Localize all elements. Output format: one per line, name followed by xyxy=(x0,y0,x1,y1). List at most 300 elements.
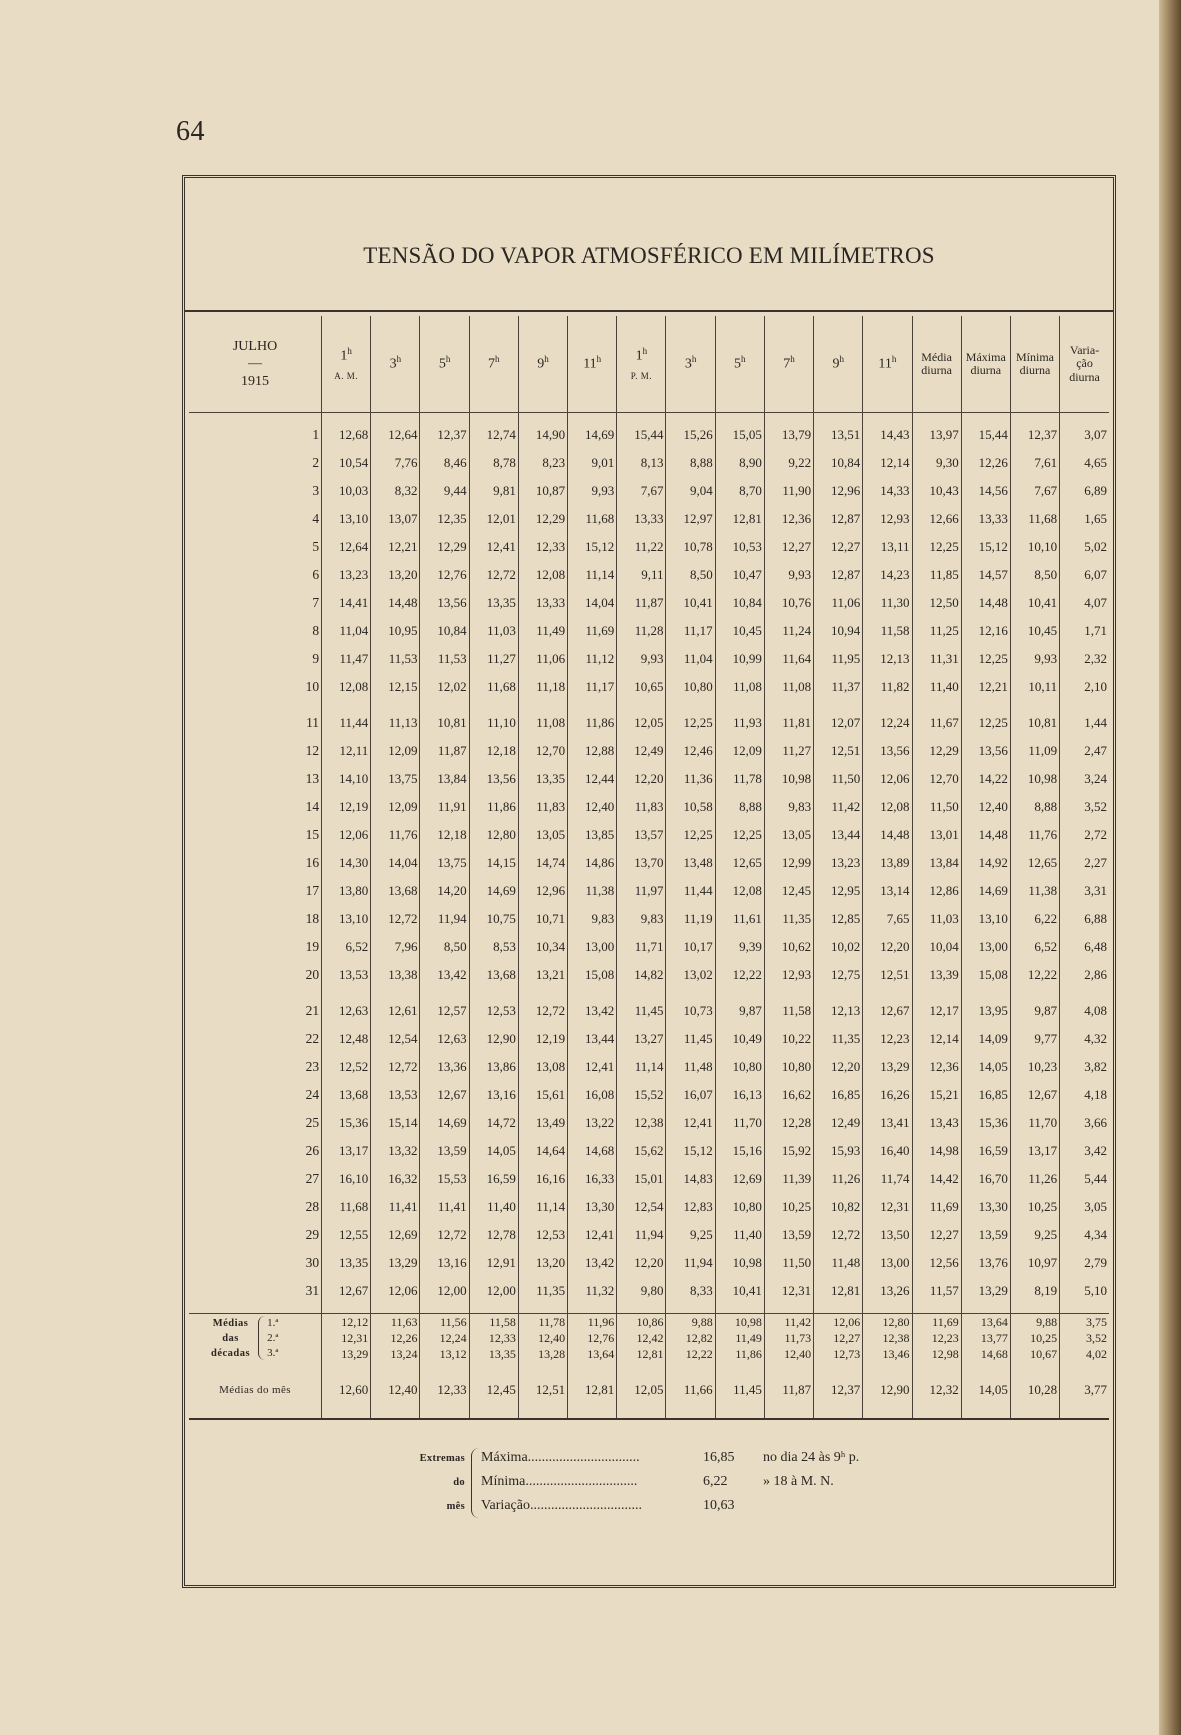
extreme-note: no dia 24 às 9ʰ p. xyxy=(763,1450,860,1465)
value-cell: 15,08 xyxy=(961,961,1010,989)
value-cell: 7,61 xyxy=(1010,449,1059,477)
value-cell: 13,01 xyxy=(912,821,961,849)
gap-cell xyxy=(764,1305,813,1314)
value-cell: 13,10 xyxy=(961,905,1010,933)
day-row xyxy=(189,1249,1109,1277)
value-cell: 12,75 xyxy=(814,961,863,989)
value-cell: 11,08 xyxy=(764,673,813,701)
value-cell: 12,37 xyxy=(420,421,469,449)
value-cell: 14,43 xyxy=(863,421,912,449)
value-cell: 10,99 xyxy=(715,645,764,673)
day-row xyxy=(189,1277,1109,1305)
value-cell: 12,02 xyxy=(420,673,469,701)
hour-number: 3 xyxy=(684,357,692,373)
extreme-value: 10,63 xyxy=(703,1498,735,1513)
hour-header xyxy=(814,316,863,413)
value-cell: 12,15 xyxy=(371,673,420,701)
hour-suffix: h xyxy=(642,345,648,356)
value-cell: 12,14 xyxy=(912,1025,961,1053)
value-cell: 11,61 xyxy=(715,905,764,933)
value-cell: 13,28 xyxy=(518,1346,567,1362)
day-row xyxy=(189,533,1109,561)
value-cell: 12,72 xyxy=(420,1221,469,1249)
day-number: 1 xyxy=(312,427,320,442)
gap-cell xyxy=(189,1305,322,1314)
extreme-value: 6,22 xyxy=(703,1474,728,1489)
value-cell: 13,23 xyxy=(814,849,863,877)
value-cell: 13,17 xyxy=(322,1137,371,1165)
value-cell: 12,22 xyxy=(1010,961,1059,989)
value-cell: 15,62 xyxy=(617,1137,666,1165)
value-cell: 12,81 xyxy=(617,1346,666,1362)
value-cell: 12,29 xyxy=(518,505,567,533)
value-cell: 12,33 xyxy=(420,1362,469,1419)
gap-cell xyxy=(1010,413,1059,421)
day-number: 14 xyxy=(305,799,320,814)
value-cell: 12,67 xyxy=(420,1081,469,1109)
day-number: 21 xyxy=(305,1003,320,1018)
value-cell: 10,34 xyxy=(518,933,567,961)
decade-row xyxy=(189,1346,1109,1362)
value-cell: 9,93 xyxy=(1010,645,1059,673)
value-cell: 11,08 xyxy=(518,709,567,737)
value-cell: 11,35 xyxy=(764,905,813,933)
value-cell: 14,69 xyxy=(961,877,1010,905)
gap-cell xyxy=(617,1305,666,1314)
value-cell: 12,76 xyxy=(568,1330,617,1346)
gap-cell xyxy=(863,413,912,421)
value-cell: 15,16 xyxy=(715,1137,764,1165)
value-cell: 12,07 xyxy=(814,709,863,737)
value-cell: 12,81 xyxy=(715,505,764,533)
value-cell: 13,20 xyxy=(371,561,420,589)
value-cell: 11,26 xyxy=(814,1165,863,1193)
value-cell: 10,76 xyxy=(764,589,813,617)
value-cell: 8,70 xyxy=(715,477,764,505)
day-number: 27 xyxy=(305,1171,320,1186)
gap-cell xyxy=(617,989,666,997)
gap-cell xyxy=(666,701,715,709)
value-cell: 10,98 xyxy=(1010,765,1059,793)
hour-header xyxy=(371,316,420,413)
value-cell: 11,50 xyxy=(814,765,863,793)
gap-cell xyxy=(568,413,617,421)
value-cell: 16,16 xyxy=(518,1165,567,1193)
value-cell: 13,12 xyxy=(420,1346,469,1362)
gap-cell xyxy=(912,989,961,997)
value-cell: 12,21 xyxy=(961,673,1010,701)
gap-cell xyxy=(666,413,715,421)
value-cell: 11,45 xyxy=(666,1025,715,1053)
gap-cell xyxy=(322,989,371,997)
value-cell: 11,12 xyxy=(568,645,617,673)
day-row xyxy=(189,673,1109,701)
value-cell: 12,25 xyxy=(666,821,715,849)
value-cell: 8,13 xyxy=(617,449,666,477)
day-row xyxy=(189,877,1109,905)
value-cell: 6,07 xyxy=(1060,561,1109,589)
gap-cell xyxy=(666,1305,715,1314)
value-cell: 11,45 xyxy=(617,997,666,1025)
value-cell: 13,80 xyxy=(322,877,371,905)
value-cell: 11,44 xyxy=(322,709,371,737)
value-cell: 4,32 xyxy=(1060,1025,1109,1053)
value-cell: 12,11 xyxy=(322,737,371,765)
value-cell: 3,05 xyxy=(1060,1193,1109,1221)
gap-cell xyxy=(1060,1305,1109,1314)
value-cell: 13,10 xyxy=(322,905,371,933)
value-cell: 11,82 xyxy=(863,673,912,701)
value-cell: 13,35 xyxy=(518,765,567,793)
hour-number: 1 xyxy=(635,348,643,364)
value-cell: 12,08 xyxy=(863,793,912,821)
hour-suffix: h xyxy=(396,354,402,365)
value-cell: 11,04 xyxy=(322,617,371,645)
value-cell: 9,04 xyxy=(666,477,715,505)
value-cell: 12,24 xyxy=(863,709,912,737)
value-cell: 13,44 xyxy=(568,1025,617,1053)
value-cell: 12,36 xyxy=(764,505,813,533)
value-cell: 13,97 xyxy=(912,421,961,449)
value-cell: 12,08 xyxy=(715,877,764,905)
value-cell: 12,72 xyxy=(469,561,518,589)
value-cell: 12,67 xyxy=(863,997,912,1025)
value-cell: 13,68 xyxy=(469,961,518,989)
day-number: 3 xyxy=(312,483,320,498)
value-cell: 3,52 xyxy=(1060,1330,1109,1346)
value-cell: 11,86 xyxy=(469,793,518,821)
value-cell: 6,48 xyxy=(1060,933,1109,961)
value-cell: 8,53 xyxy=(469,933,518,961)
hour-suffix: h xyxy=(596,354,602,365)
value-cell: 2,10 xyxy=(1060,673,1109,701)
gap-cell xyxy=(189,989,322,997)
value-cell: 13,46 xyxy=(863,1346,912,1362)
value-cell: 10,45 xyxy=(1010,617,1059,645)
value-cell: 11,97 xyxy=(617,877,666,905)
gap-cell xyxy=(961,989,1010,997)
stat-header: Média diurna xyxy=(912,316,961,413)
day-number: 11 xyxy=(306,715,320,730)
value-cell: 12,01 xyxy=(469,505,518,533)
value-cell: 13,48 xyxy=(666,849,715,877)
value-cell: 7,96 xyxy=(371,933,420,961)
value-cell: 13,75 xyxy=(371,765,420,793)
decade-label xyxy=(211,1316,250,1361)
value-cell: 11,37 xyxy=(814,673,863,701)
value-cell: 4,08 xyxy=(1060,997,1109,1025)
value-cell: 12,56 xyxy=(912,1249,961,1277)
value-cell: 12,20 xyxy=(617,765,666,793)
hour-header xyxy=(715,316,764,413)
value-cell: 12,40 xyxy=(568,793,617,821)
value-cell: 9,93 xyxy=(764,561,813,589)
value-cell: 10,80 xyxy=(715,1053,764,1081)
value-cell: 4,65 xyxy=(1060,449,1109,477)
value-cell: 11,83 xyxy=(518,793,567,821)
value-cell: 11,90 xyxy=(764,477,813,505)
value-cell: 12,13 xyxy=(814,997,863,1025)
value-cell: 12,33 xyxy=(518,533,567,561)
month-extremes xyxy=(415,1446,1015,1518)
value-cell: 13,75 xyxy=(420,849,469,877)
gap-cell xyxy=(568,989,617,997)
value-cell: 10,04 xyxy=(912,933,961,961)
value-cell: 13,35 xyxy=(469,589,518,617)
value-cell: 14,56 xyxy=(961,477,1010,505)
value-cell: 11,96 xyxy=(568,1314,617,1330)
value-cell: 13,33 xyxy=(617,505,666,533)
value-cell: 1,65 xyxy=(1060,505,1109,533)
value-cell: 12,67 xyxy=(1010,1081,1059,1109)
value-cell: 13,24 xyxy=(371,1346,420,1362)
value-cell: 12,65 xyxy=(1010,849,1059,877)
value-cell: 16,59 xyxy=(469,1165,518,1193)
value-cell: 12,25 xyxy=(961,645,1010,673)
value-cell: 11,53 xyxy=(371,645,420,673)
value-cell: 12,90 xyxy=(863,1362,912,1419)
value-cell: 8,88 xyxy=(1010,793,1059,821)
value-cell: 12,35 xyxy=(420,505,469,533)
value-cell: 12,60 xyxy=(322,1362,371,1419)
day-number: 7 xyxy=(312,595,320,610)
value-cell: 12,27 xyxy=(764,533,813,561)
decade-label-line: Médias xyxy=(212,1317,249,1329)
value-cell: 10,98 xyxy=(715,1249,764,1277)
value-cell: 12,54 xyxy=(371,1025,420,1053)
value-cell: 15,05 xyxy=(715,421,764,449)
day-row xyxy=(189,1025,1109,1053)
value-cell: 13,08 xyxy=(518,1053,567,1081)
value-cell: 13,53 xyxy=(322,961,371,989)
gap-cell xyxy=(764,701,813,709)
value-cell: 12,18 xyxy=(469,737,518,765)
value-cell: 12,31 xyxy=(863,1193,912,1221)
value-cell: 16,59 xyxy=(961,1137,1010,1165)
value-cell: 11,58 xyxy=(863,617,912,645)
value-cell: 11,36 xyxy=(666,765,715,793)
gap-cell xyxy=(912,701,961,709)
decade-ordinal: 1.ª xyxy=(267,1316,279,1329)
vapor-table xyxy=(189,316,1109,1420)
value-cell: 12,49 xyxy=(617,737,666,765)
value-cell: 12,21 xyxy=(371,533,420,561)
value-cell: 12,81 xyxy=(568,1362,617,1419)
hour-suffix: h xyxy=(495,354,500,365)
value-cell: 13,42 xyxy=(420,961,469,989)
value-cell: 13,00 xyxy=(568,933,617,961)
value-cell: 3,24 xyxy=(1060,765,1109,793)
day-row xyxy=(189,561,1109,589)
value-cell: 12,27 xyxy=(912,1221,961,1249)
page-number: 64 xyxy=(176,116,205,147)
value-cell: 9,88 xyxy=(1010,1314,1059,1330)
separator-row xyxy=(189,1419,1109,1420)
value-cell: 11,40 xyxy=(912,673,961,701)
extreme-label: Extremas xyxy=(419,1452,465,1464)
value-cell: 10,25 xyxy=(1010,1330,1059,1346)
value-cell: 15,08 xyxy=(568,961,617,989)
gap-cell xyxy=(420,989,469,997)
value-cell: 12,64 xyxy=(322,533,371,561)
value-cell: 12,66 xyxy=(912,505,961,533)
value-cell: 4,18 xyxy=(1060,1081,1109,1109)
value-cell: 13,10 xyxy=(322,505,371,533)
value-cell: 11,71 xyxy=(617,933,666,961)
value-cell: 12,69 xyxy=(715,1165,764,1193)
gap-row xyxy=(189,701,1109,709)
value-cell: 12,41 xyxy=(666,1109,715,1137)
day-row xyxy=(189,1109,1109,1137)
day-number: 28 xyxy=(305,1199,320,1214)
value-cell: 13,68 xyxy=(322,1081,371,1109)
value-cell: 8,90 xyxy=(715,449,764,477)
value-cell: 13,68 xyxy=(371,877,420,905)
value-cell: 8,78 xyxy=(469,449,518,477)
value-cell: 10,84 xyxy=(814,449,863,477)
gap-cell xyxy=(371,989,420,997)
value-cell: 10,25 xyxy=(764,1193,813,1221)
day-number: 17 xyxy=(305,883,320,898)
value-cell: 12,93 xyxy=(764,961,813,989)
value-cell: 3,42 xyxy=(1060,1137,1109,1165)
value-cell: 12,32 xyxy=(912,1362,961,1419)
value-cell: 12,80 xyxy=(469,821,518,849)
value-cell: 12,69 xyxy=(371,1221,420,1249)
value-cell: 14,42 xyxy=(912,1165,961,1193)
hour-number: 9 xyxy=(832,357,840,373)
value-cell: 12,28 xyxy=(764,1109,813,1137)
value-cell: 16,85 xyxy=(961,1081,1010,1109)
value-cell: 12,63 xyxy=(322,997,371,1025)
value-cell: 12,70 xyxy=(518,737,567,765)
value-cell: 14,90 xyxy=(518,421,567,449)
value-cell: 14,48 xyxy=(961,589,1010,617)
hour-suffix: h xyxy=(790,354,795,365)
value-cell: 14,41 xyxy=(322,589,371,617)
day-number: 4 xyxy=(312,511,320,526)
value-cell: 13,59 xyxy=(420,1137,469,1165)
value-cell: 11,48 xyxy=(666,1053,715,1081)
gap-cell xyxy=(469,989,518,997)
value-cell: 10,98 xyxy=(764,765,813,793)
value-cell: 4,07 xyxy=(1060,589,1109,617)
value-cell: 16,70 xyxy=(961,1165,1010,1193)
value-cell: 15,93 xyxy=(814,1137,863,1165)
value-cell: 10,71 xyxy=(518,905,567,933)
value-cell: 14,22 xyxy=(961,765,1010,793)
value-cell: 12,80 xyxy=(863,1314,912,1330)
value-cell: 10,65 xyxy=(617,673,666,701)
value-cell: 11,93 xyxy=(715,709,764,737)
value-cell: 14,82 xyxy=(617,961,666,989)
value-cell: 8,32 xyxy=(371,477,420,505)
value-cell: 13,26 xyxy=(863,1277,912,1305)
value-cell: 12,08 xyxy=(322,673,371,701)
value-cell: 16,33 xyxy=(568,1165,617,1193)
value-cell: 13,43 xyxy=(912,1109,961,1137)
value-cell: 9,93 xyxy=(568,477,617,505)
value-cell: 4,02 xyxy=(1060,1346,1109,1362)
value-cell: 12,40 xyxy=(961,793,1010,821)
value-cell: 14,10 xyxy=(322,765,371,793)
value-cell: 3,07 xyxy=(1060,421,1109,449)
day-row xyxy=(189,765,1109,793)
value-cell: 12,13 xyxy=(863,645,912,673)
value-cell: 11,57 xyxy=(912,1277,961,1305)
value-cell: 11,94 xyxy=(617,1221,666,1249)
value-cell: 11,44 xyxy=(666,877,715,905)
value-cell: 10,45 xyxy=(715,617,764,645)
value-cell: 9,39 xyxy=(715,933,764,961)
gap-cell xyxy=(1060,701,1109,709)
value-cell: 11,39 xyxy=(764,1165,813,1193)
gap-cell xyxy=(617,701,666,709)
hour-header xyxy=(568,316,617,413)
value-cell: 9,88 xyxy=(666,1314,715,1330)
value-cell: 15,12 xyxy=(961,533,1010,561)
day-row xyxy=(189,821,1109,849)
value-cell: 11,81 xyxy=(764,709,813,737)
value-cell: 14,23 xyxy=(863,561,912,589)
value-cell: 16,32 xyxy=(371,1165,420,1193)
day-number: 30 xyxy=(305,1255,320,1270)
value-cell: 12,06 xyxy=(814,1314,863,1330)
value-cell: 11,70 xyxy=(1010,1109,1059,1137)
extreme-row xyxy=(415,1446,1015,1470)
hour-number: 7 xyxy=(488,357,496,373)
decade-ordinal: 2.ª xyxy=(267,1331,279,1344)
value-cell: 10,84 xyxy=(715,589,764,617)
value-cell: 9,25 xyxy=(666,1221,715,1249)
value-cell: 10,62 xyxy=(764,933,813,961)
value-cell: 14,74 xyxy=(518,849,567,877)
value-cell: 11,42 xyxy=(764,1314,813,1330)
value-cell: 13,84 xyxy=(420,765,469,793)
value-cell: 13,59 xyxy=(961,1221,1010,1249)
gap-cell xyxy=(469,413,518,421)
extreme-note: » 18 à M. N. xyxy=(763,1474,834,1489)
gap-cell xyxy=(371,1305,420,1314)
value-cell: 12,27 xyxy=(814,533,863,561)
value-cell: 12,53 xyxy=(469,997,518,1025)
value-cell: 12,00 xyxy=(469,1277,518,1305)
value-cell: 6,52 xyxy=(322,933,371,961)
gap-cell xyxy=(189,701,322,709)
value-cell: 12,20 xyxy=(863,933,912,961)
value-cell: 14,48 xyxy=(371,589,420,617)
day-row xyxy=(189,1221,1109,1249)
value-cell: 12,53 xyxy=(518,1221,567,1249)
value-cell: 11,94 xyxy=(666,1249,715,1277)
value-cell: 11,86 xyxy=(715,1346,764,1362)
value-cell: 12,83 xyxy=(666,1193,715,1221)
value-cell: 12,09 xyxy=(715,737,764,765)
day-number: 10 xyxy=(305,679,320,694)
day-number: 8 xyxy=(312,623,320,638)
value-cell: 12,08 xyxy=(518,561,567,589)
value-cell: 11,76 xyxy=(1010,821,1059,849)
value-cell: 10,94 xyxy=(814,617,863,645)
value-cell: 16,85 xyxy=(814,1081,863,1109)
value-cell: 12,25 xyxy=(715,821,764,849)
value-cell: 13,56 xyxy=(469,765,518,793)
value-cell: 12,05 xyxy=(617,709,666,737)
value-cell: 9,11 xyxy=(617,561,666,589)
day-row xyxy=(189,997,1109,1025)
value-cell: 12,40 xyxy=(764,1346,813,1362)
gap-cell xyxy=(715,413,764,421)
